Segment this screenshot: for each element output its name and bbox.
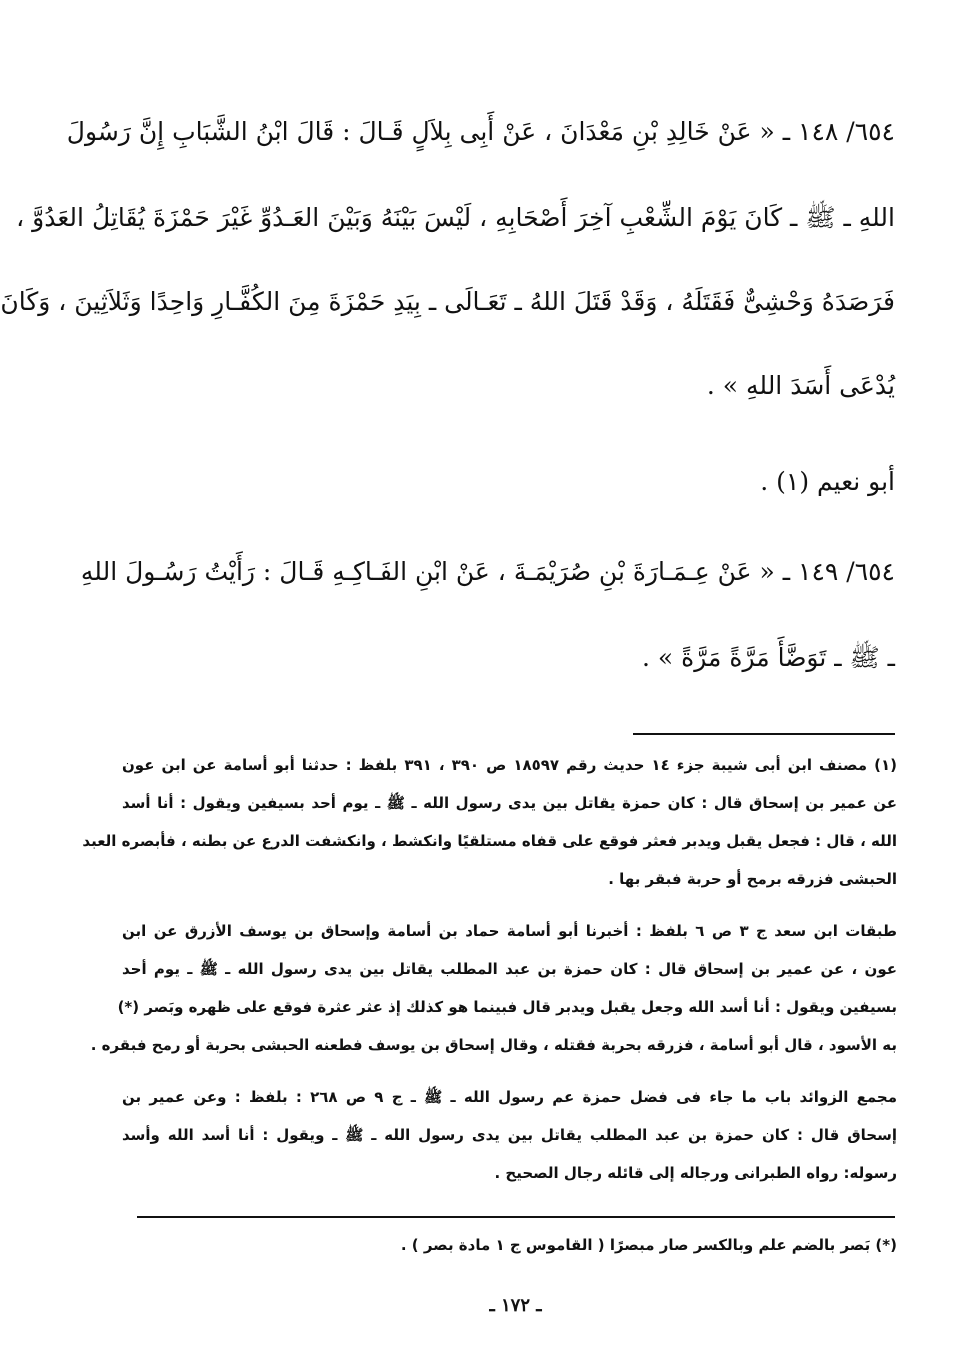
footnote-line: إسحاق قال : كان حمزة بن عبد المطلب يقاتل بين يدى رسول الله ـ ﷺ ـ ويقول : أنا أسد الله وأسد: [122, 1126, 897, 1144]
footnote-line: عون ، عن عمير بن إسحاق قال : كان حمزة بن عبد المطلب يقاتل بين يدى رسول الله ـ ﷺ ـ يوم أحد: [122, 960, 897, 978]
hadith-148-line-1: ٦٥٤/ ١٤٨ ـ « عَنْ خَالِدِ بْنِ مَعْدَانَ ، عَنْ أَبِى بِلاَلٍ قَـالَ : قَالَ ابْنُ الشَّبَابِ إِنَّ رَسُولَ: [66, 117, 895, 146]
hadith-148-line-2: اللهِ ـ ﷺ ـ كَانَ يَوْمَ الشِّعْبِ آخِرَ أَصْحَابِهِ ، لَيْسَ بَيْنَهُ وَبَيْنَ العَـدُوِّ غَيْرَ حَمْزَةَ يُقَاتِلُ العَدُوَّ ،: [16, 203, 895, 232]
hadith-148-line-3: فَرَصَدَهُ وَحْشِىٌّ فَقَتَلَهُ ، وَقَدْ قَتَلَ اللهُ ـ تَعَـالَى ـ بِيَدِ حَمْزَةَ مِنَ الكُفَّـارِ وَاحِدًا وَثَلاَثِينَ ، وَكَانَ: [0, 287, 895, 316]
footnote-line: الله ، قال : فجعل يقبل ويدبر فعثر فوقع على قفاه مستلقيًا وانكشط ، وانكشفت الدرع عن بطنه ، فأبصره العبد: [82, 832, 897, 850]
footnote-line: الحبشى فزرقه برمح أو حربة فبقر بها .: [608, 870, 897, 888]
footnote-line: طبقات ابن سعد ج ٣ ص ٦ بلفظ : أخبرنا أبو أسامة حماد بن أسامة وإسحاق بن يوسف الأزرق عن ابن: [122, 922, 898, 940]
star-footnote: (*) بَصر بالضم علم وبالكسر صار مبصرًا ( القاموس ج ١ مادة بصر ) .: [400, 1236, 897, 1254]
footnote-divider: [633, 733, 895, 735]
footnote-line: بسيفين ويقول : أنا أسد الله وجعل يقبل ويدبر قال فبينما هو كذلك إذ عثر عثرة فوقع على ظهره وبَصر (*): [117, 998, 897, 1016]
hadith-148-line-4: يُدْعَى أَسَدَ اللهِ » .: [706, 371, 895, 400]
hadith-148-source: أبو نعيم (١) .: [760, 467, 895, 496]
footnote-line: رسوله: رواه الطبرانى ورجاله إلى قائله رجال الصحيح .: [494, 1164, 897, 1182]
footnote-line: (١) مصنف ابن أبى شيبة جزء ١٤ حديث رقم ١٨٥٩٧ ص ٣٩٠ ، ٣٩١ بلفظ : حدثنا أبو أسامة عن ابن عون: [122, 756, 898, 774]
page-number: ـ ١٧٢ ـ: [489, 1295, 542, 1316]
footnote-line: عن عمير بن إسحاق قال : كان حمزة يقاتل بين يدى رسول الله ـ ﷺ ـ يوم أحد بسيفين ويقول : أنا أسد: [122, 794, 897, 812]
hadith-149-line-2: ـ ﷺ ـ تَوَضَّأَ مَرَّةً مَرَّةً » .: [641, 643, 895, 672]
footnote-line: مجمع الزوائد باب ما جاء فى فضل حمزة عم رسول الله ـ ﷺ ـ ج ٩ ص ٢٦٨ : بلفظ : وعن عمير بن: [122, 1088, 897, 1106]
footnote-line: به الأسود ، قال أبو أسامة ، فزرقه بحربة فقتله ، وقال إسحاق بن يوسف فطعنه الحبشى بحربة أو رمح فبقره .: [90, 1036, 897, 1054]
star-note-divider: [137, 1216, 895, 1218]
hadith-149-line-1: ٦٥٤/ ١٤٩ ـ « عَنْ عِـمَـارَةَ بْنِ صُرَيْمَـةَ ، عَنْ ابْنِ الفَـاكِـهِ قَـالَ : رَأَيْتُ رَسُـولَ اللهِ: [80, 557, 895, 586]
